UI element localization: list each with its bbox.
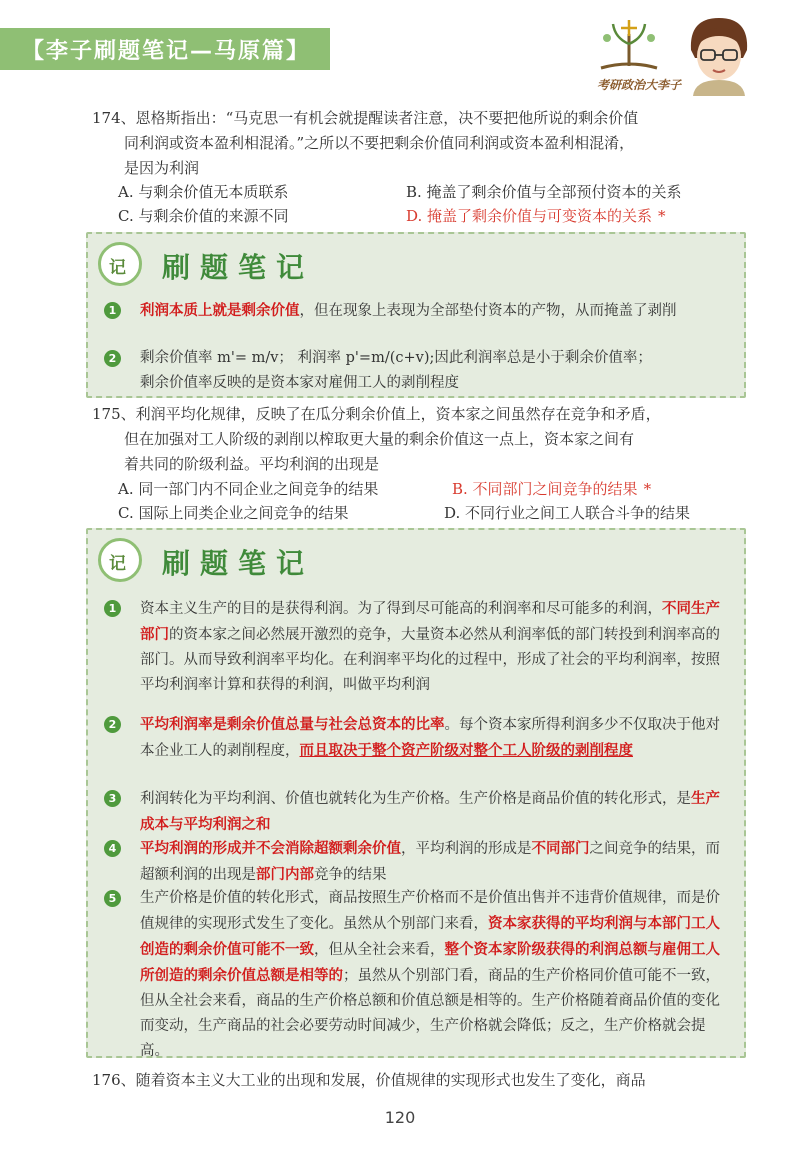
option-b-correct bbox=[452, 478, 651, 499]
question-176 bbox=[92, 1068, 752, 1093]
logo-text: 考研政治大李子 bbox=[597, 78, 682, 92]
note-badge-icon: 记 bbox=[98, 242, 142, 286]
note-item-1: 1 资本主义生产的目的是获得利润。为了得到尽可能高的利润率和尽可能多的利润，不同生产部门的资本家之间必然展开激烈的竞争，大量资本必然从利润率低的部门转投到利润率高的部门。从而导致利润率平均化。在利润率平均化的过程中，形成了社会的平均利润率，按照平均利润率计算和获得的利润，叫做平均利润 bbox=[106, 596, 726, 698]
question-stem-line: 175、利润平均化规律，反映了在瓜分剩余价值上，资本家之间虽然存在竞争和矛盾， bbox=[92, 405, 661, 423]
option-b: B. 掩盖了剩余价值与全部预付资本的关系 bbox=[406, 183, 682, 201]
question-stem-line: 但在加强对工人阶级的剥削以榨取更大量的剩余价值这一点上，资本家之间有 bbox=[124, 430, 635, 448]
avatar-icon bbox=[683, 12, 755, 96]
note-item-1: 1 利润本质上就是剩余价值，但在现象上表现为全部垫付资本的产物，从而掩盖了剥削 bbox=[106, 298, 726, 324]
question-175 bbox=[92, 402, 752, 477]
option-d-correct bbox=[406, 205, 666, 226]
option-c: C. 与剩余价值的来源不同 bbox=[118, 207, 289, 225]
question-stem-line: 着共同的阶级利益。平均利润的出现是 bbox=[124, 455, 380, 473]
note-title: 刷题笔记 bbox=[162, 547, 315, 580]
note-item-5: 5 生产价格是价值的转化形式，商品按照生产价格而不是价值出售并不违背价值规律，而是价值规律的实现形式发生了变化。虽然从个别部门来看，资本家获得的平均利润与本部门工人创造的剩余价值可能不一致，但从全社会来看，整个资本家阶级获得的利润总额与雇佣工人所创造的剩余价值总额是相等的；虽然从个别部门看，商品的生产价格同价值可能不一致，但从全社会来看，商品的生产价格总额和价值总额是相等的。生产价格随着商品价值的变化而变动，生产商品的社会必要劳动时间减少，生产价格就会降低；反之，生产价格就会提高。 bbox=[106, 886, 726, 1064]
option-a: A. 同一部门内不同企业之间竞争的结果 bbox=[118, 480, 379, 498]
item-number-icon: 1 bbox=[104, 600, 121, 617]
header-banner bbox=[0, 28, 330, 70]
question-stem-line: 174、恩格斯指出：“马克思一有机会就提醒读者注意，决不要把他所说的剩余价值 bbox=[92, 109, 639, 127]
item-number-icon: 2 bbox=[104, 716, 121, 733]
item-number-icon: 3 bbox=[104, 790, 121, 807]
option-d: D. 不同行业之间工人联合斗争的结果 bbox=[444, 504, 691, 522]
note-item-2: 2 平均利润率是剩余价值总量与社会总资本的比率。每个资本家所得利润多少不仅取决于他对本企业工人的剥削程度，而且取决于整个资产阶级对整个工人阶级的剥削程度 bbox=[106, 712, 726, 764]
note-badge-icon: 记 bbox=[98, 538, 142, 582]
question-stem-line: 同利润或资本盈利相混淆。”之所以不要把剩余价值同利润或资本盈利相混淆， bbox=[124, 134, 635, 152]
option-c: C. 国际上同类企业之间竞争的结果 bbox=[118, 504, 349, 522]
question-stem-line: 是因为利润 bbox=[124, 159, 200, 177]
option-b-text: B. 不同部门之间竞争的结果 bbox=[452, 480, 638, 498]
correct-mark: * bbox=[658, 207, 666, 225]
note-box-1 bbox=[86, 232, 746, 398]
option-d-text: D. 掩盖了剩余价值与可变资本的关系 bbox=[406, 207, 653, 225]
item-number-icon: 1 bbox=[104, 302, 121, 319]
note-box-2 bbox=[86, 528, 746, 1058]
banner-title: 【李子刷题笔记—马原篇】 bbox=[22, 39, 311, 64]
tree-logo-icon bbox=[595, 16, 663, 76]
note-item-2: 2 剩余价值率 m'= m/v； 利润率 p'=m/(c+v);因此利润率总是小于剩余价值率； 剩余价值率反映的是资本家对雇佣工人的剥削程度 bbox=[106, 346, 726, 396]
correct-mark: * bbox=[643, 480, 652, 498]
question-stem-line: 176、随着资本主义大工业的出现和发展，价值规律的实现形式也发生了变化，商品 bbox=[92, 1071, 646, 1089]
question-174 bbox=[92, 106, 752, 181]
note-item-3: 3 利润转化为平均利润、价值也就转化为生产价格。生产价格是商品价值的转化形式，是生产成本与平均利润之和 bbox=[106, 786, 726, 838]
logo bbox=[595, 8, 795, 98]
item-number-icon: 2 bbox=[104, 350, 121, 367]
page-number: 120 bbox=[384, 1108, 416, 1127]
note-title: 刷题笔记 bbox=[162, 251, 315, 284]
item-number-icon: 5 bbox=[104, 890, 121, 907]
item-number-icon: 4 bbox=[104, 840, 121, 857]
option-a: A. 与剩余价值无本质联系 bbox=[118, 183, 289, 201]
note-item-4: 4 平均利润的形成并不会消除超额剩余价值，平均利润的形成是不同部门之间竞争的结果，而超额利润的出现是部门内部竞争的结果 bbox=[106, 836, 726, 888]
